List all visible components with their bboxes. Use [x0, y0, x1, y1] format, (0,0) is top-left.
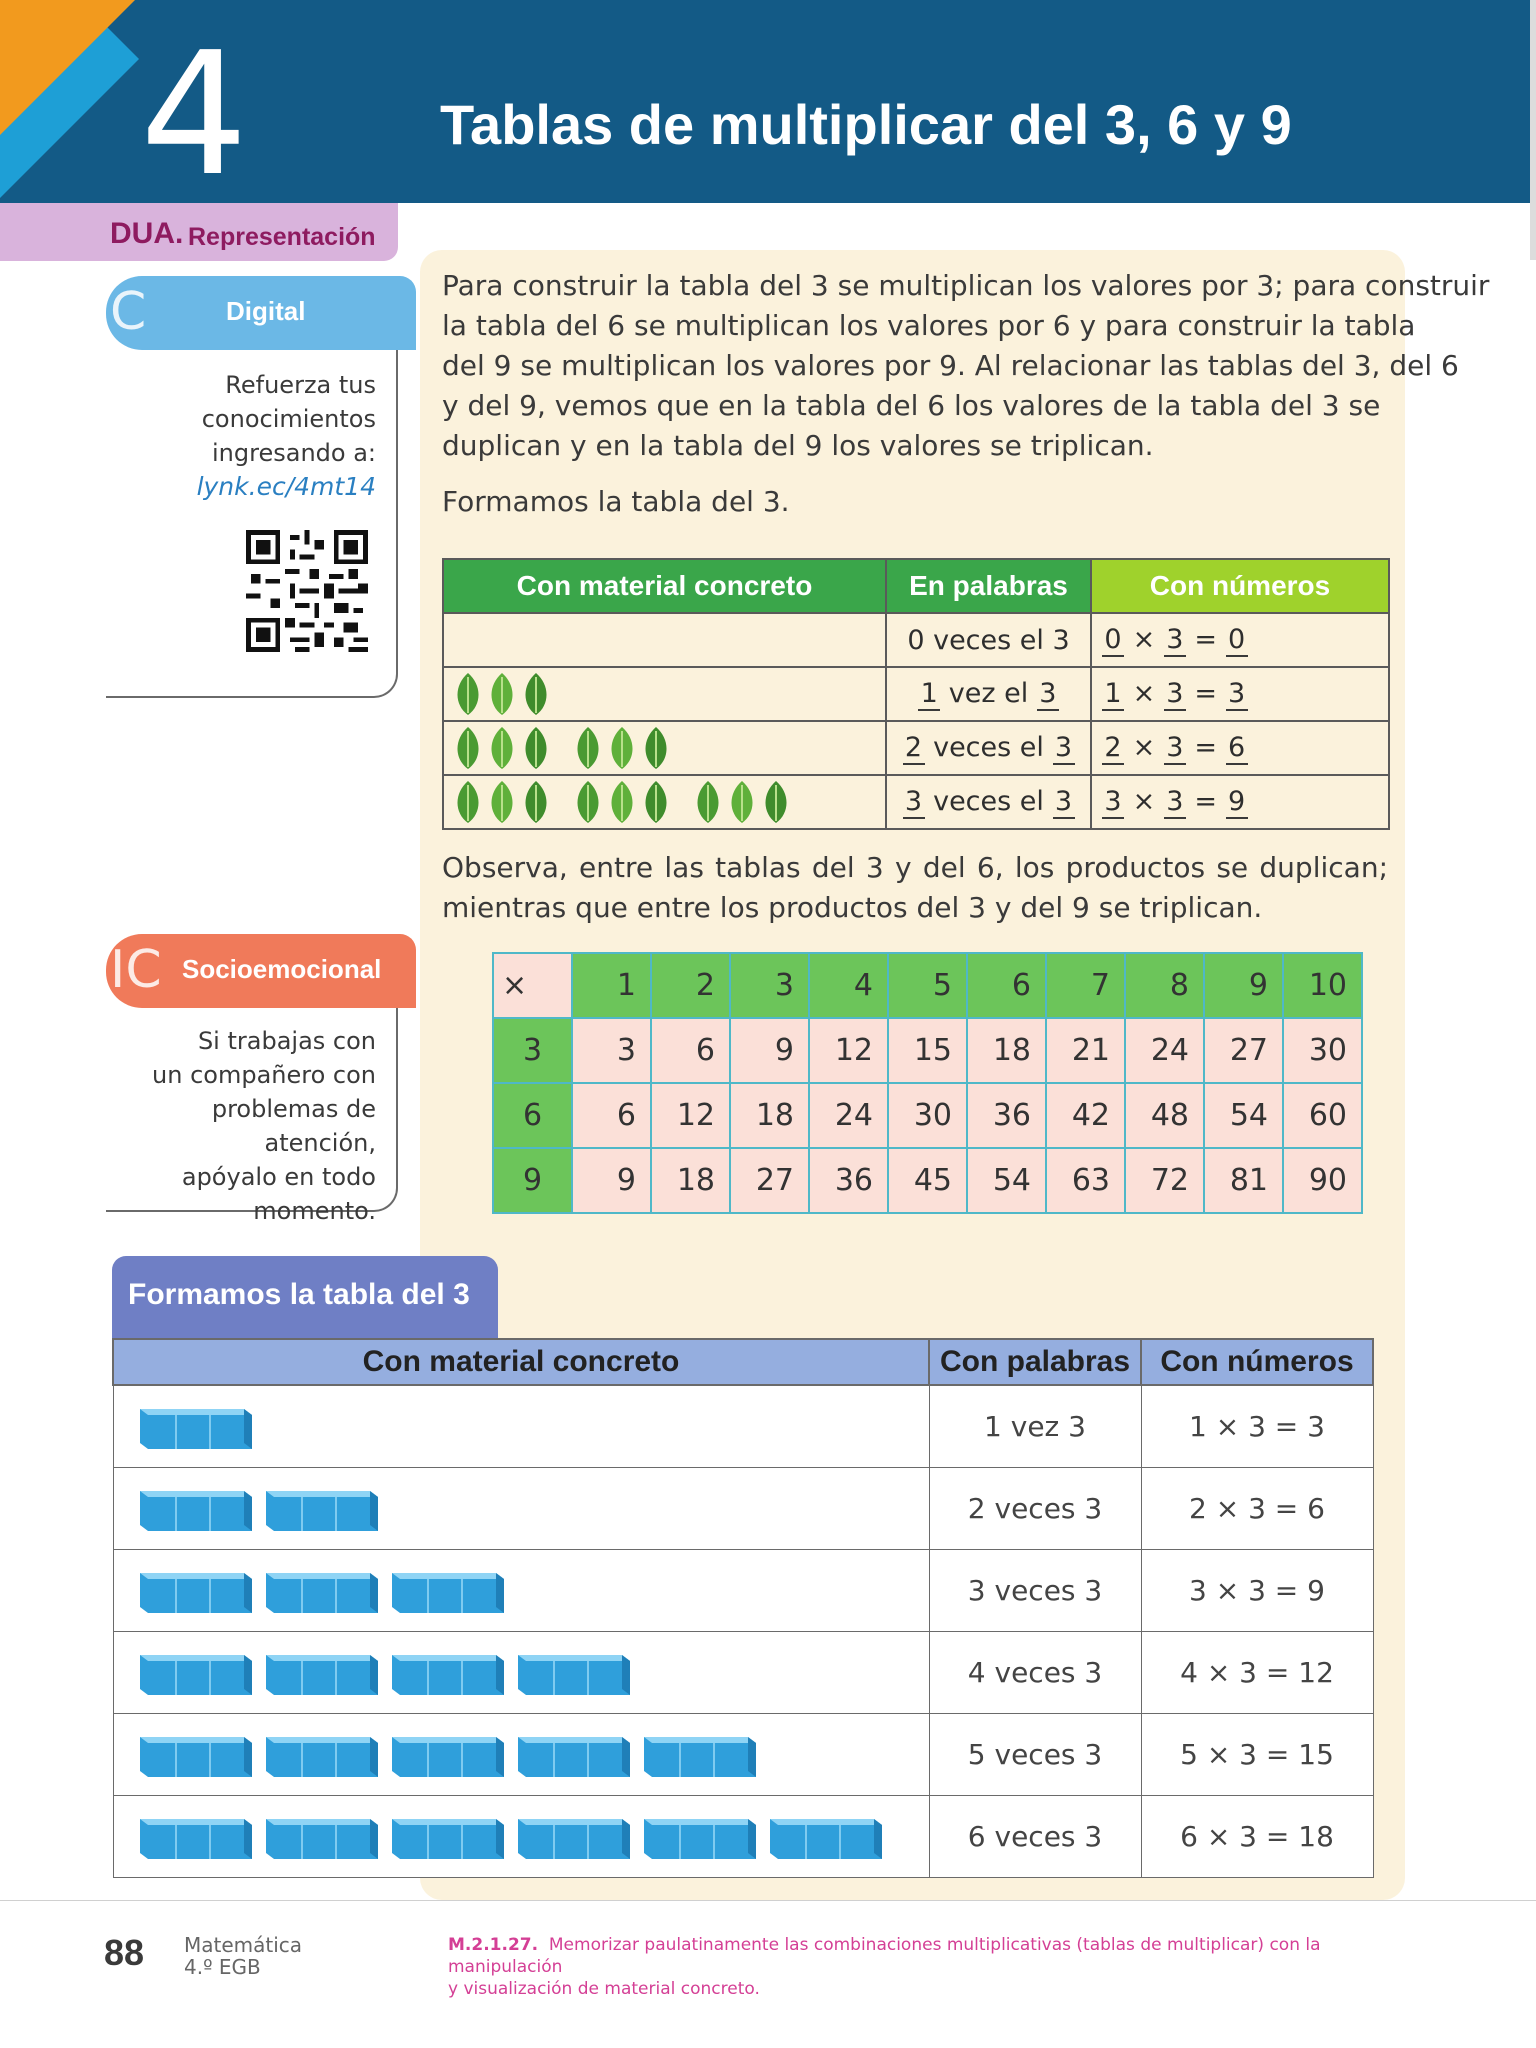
chapter-title: Tablas de multiplicar del 3, 6 y 9: [440, 93, 1292, 156]
grid-cell: 72: [1125, 1148, 1204, 1213]
count: 2: [903, 733, 925, 765]
dua-type: Representación: [188, 223, 376, 251]
grid-row-header: 9: [493, 1148, 572, 1213]
words-cell: 6 veces 3: [929, 1795, 1141, 1877]
page-number: 88: [104, 1932, 145, 1973]
observa-line: mientras que entre los productos del 3 y del 9 se triplican.: [442, 891, 1263, 924]
material-cell: [113, 1467, 929, 1549]
leaf-icon: [450, 723, 554, 773]
grid-cell: 24: [1125, 1018, 1204, 1083]
material-cell: [443, 613, 886, 667]
subject-label: [184, 1934, 302, 1978]
material-cell: [443, 775, 886, 829]
count: 0: [907, 624, 925, 656]
intro-line: del 9 se multiplican los valores por 9. Al relacionar las tablas del 3, del 6: [442, 349, 1459, 382]
header-numbers: Con números: [1091, 559, 1389, 613]
grid-header-row: [493, 953, 1362, 1018]
grid-cell: 81: [1204, 1148, 1283, 1213]
numbers-cell: 6 × 3 = 18: [1141, 1795, 1373, 1877]
grid-cell: 45: [888, 1148, 967, 1213]
product: 0: [1226, 625, 1248, 657]
table-row: [443, 775, 1389, 829]
factor: 0: [1102, 625, 1124, 657]
numbers-cell: [1091, 667, 1389, 721]
numbers-cell: [1091, 721, 1389, 775]
block-row: [140, 1649, 929, 1695]
base: 3: [1052, 624, 1070, 656]
base: 3: [1037, 679, 1059, 711]
digital-label: Digital: [226, 296, 306, 326]
word: vez el: [948, 677, 1029, 709]
block-icon: [644, 1731, 756, 1777]
material-cell: [113, 1713, 929, 1795]
header-words: Con palabras: [929, 1339, 1141, 1385]
header-material: Con material concreto: [113, 1339, 929, 1385]
block-icon: [266, 1813, 378, 1859]
observa-paragraph: [442, 848, 1388, 928]
digital-link[interactable]: lynk.ec/4mt14: [196, 472, 376, 501]
product: 6: [1226, 733, 1248, 765]
digital-icon: C: [110, 282, 147, 342]
grid-cell: 6: [651, 1018, 730, 1083]
block-icon: [392, 1731, 504, 1777]
word: veces el: [933, 785, 1044, 817]
grid-col-header: 3: [730, 953, 809, 1018]
block-icon: [266, 1567, 378, 1613]
standard-text: y visualización de material concreto.: [448, 1979, 760, 1999]
intro-line: duplican y en la tabla del 9 los valores se triplican.: [442, 429, 1154, 462]
block-row: [140, 1485, 929, 1531]
words-cell: [886, 667, 1091, 721]
block-row: [140, 1731, 929, 1777]
word: veces el: [933, 731, 1044, 763]
block-icon: [518, 1731, 630, 1777]
times-sign: ×: [1132, 731, 1156, 763]
block-icon: [518, 1649, 630, 1695]
leaf-group: [450, 723, 554, 773]
chapter-header: [0, 0, 1536, 203]
block-icon: [140, 1485, 252, 1531]
leaf-icon: [570, 777, 674, 827]
table-row: [113, 1549, 1373, 1631]
grid-row: [493, 1148, 1362, 1213]
factor: 3: [1102, 787, 1124, 819]
grid-cell: 12: [809, 1018, 888, 1083]
block-icon: [140, 1649, 252, 1695]
socio-line: momento.: [253, 1197, 376, 1225]
block-icon: [392, 1813, 504, 1859]
numbers-cell: 1 × 3 = 3: [1141, 1385, 1373, 1467]
grid-cell: 18: [730, 1083, 809, 1148]
material-cell: [443, 667, 886, 721]
table-3-blocks: [112, 1338, 1374, 1878]
leaf-group: [690, 777, 794, 827]
count: 1: [918, 679, 940, 711]
grid-col-header: 1: [572, 953, 651, 1018]
table-row: [113, 1467, 1373, 1549]
chapter-number: 4: [140, 16, 249, 203]
factor: 3: [1164, 733, 1186, 765]
block-icon: [266, 1649, 378, 1695]
socio-line: Si trabajas con: [197, 1027, 376, 1055]
grid-cell: 15: [888, 1018, 967, 1083]
grid-cell: 21: [1046, 1018, 1125, 1083]
numbers-cell: 5 × 3 = 15: [1141, 1713, 1373, 1795]
grid-cell: 9: [730, 1018, 809, 1083]
page-edge: [1530, 0, 1536, 260]
material-cell: [113, 1549, 929, 1631]
factor: 2: [1102, 733, 1124, 765]
material-cell: [113, 1795, 929, 1877]
subject-name: Matemática: [184, 1933, 303, 1957]
grid-cell: 54: [967, 1148, 1046, 1213]
block-row: [140, 1813, 929, 1859]
grid-cell: 90: [1283, 1148, 1362, 1213]
socio-line: problemas de atención,: [211, 1095, 376, 1157]
grid-col-header: 7: [1046, 953, 1125, 1018]
grid-cell: 30: [888, 1083, 967, 1148]
grid-cell: 18: [967, 1018, 1046, 1083]
grid-cell: 60: [1283, 1083, 1362, 1148]
block-icon: [140, 1731, 252, 1777]
material-cell: [113, 1385, 929, 1467]
numbers-cell: 3 × 3 = 9: [1141, 1549, 1373, 1631]
table-row: [443, 667, 1389, 721]
grid-cell: 3: [572, 1018, 651, 1083]
header-words: En palabras: [886, 559, 1091, 613]
digital-line: Refuerza tus: [225, 371, 376, 399]
words-cell: 3 veces 3: [929, 1549, 1141, 1631]
base: 3: [1053, 787, 1075, 819]
section-title: Formamos la tabla del 3: [128, 1278, 470, 1311]
leaf-icon: [450, 669, 554, 719]
grid-cell: 30: [1283, 1018, 1362, 1083]
table-row: [443, 721, 1389, 775]
section-tab: [112, 1256, 498, 1340]
block-icon: [140, 1813, 252, 1859]
grid-row-header: 3: [493, 1018, 572, 1083]
leaf-group: [570, 723, 674, 773]
words-cell: 1 vez 3: [929, 1385, 1141, 1467]
grid-cell: 48: [1125, 1083, 1204, 1148]
grid-cell: 63: [1046, 1148, 1125, 1213]
curriculum-standard: [448, 1934, 1408, 2000]
grid-cell: 6: [572, 1083, 651, 1148]
multiplication-grid: [492, 952, 1363, 1214]
observa-line: Observa, entre las tablas del 3 y del 6, los productos se duplican;: [442, 851, 1388, 884]
times-sign: ×: [1132, 623, 1156, 655]
intro-line: y del 9, vemos que en la tabla del 6 los valores de la tabla del 3 se: [442, 389, 1381, 422]
footer-divider: [0, 1900, 1536, 1901]
equals-sign: =: [1194, 731, 1218, 763]
table-3-concrete: [442, 558, 1390, 830]
grid-cell: 27: [1204, 1018, 1283, 1083]
grid-cell: 36: [809, 1148, 888, 1213]
product: 3: [1226, 679, 1248, 711]
leaf-row: [444, 722, 885, 774]
digital-line: ingresando a:: [212, 439, 376, 467]
grid-col-header: 8: [1125, 953, 1204, 1018]
leaf-group: [450, 669, 554, 719]
words-cell: 2 veces 3: [929, 1467, 1141, 1549]
equals-sign: =: [1194, 623, 1218, 655]
formamos-text: Formamos la tabla del 3.: [442, 485, 790, 518]
grade-label: 4.º EGB: [184, 1955, 261, 1979]
socio-text: [106, 1024, 376, 1228]
block-icon: [140, 1567, 252, 1613]
grid-row-header: 6: [493, 1083, 572, 1148]
grid-row: [493, 1083, 1362, 1148]
header-material: Con material concreto: [443, 559, 886, 613]
digital-line: conocimientos: [201, 405, 376, 433]
words-cell: 5 veces 3: [929, 1713, 1141, 1795]
leaf-icon: [570, 723, 674, 773]
word: veces el: [933, 624, 1044, 656]
count: 3: [903, 787, 925, 819]
factor: 3: [1164, 679, 1186, 711]
leaf-icon: [450, 777, 554, 827]
grid-col-header: 2: [651, 953, 730, 1018]
table-row: [113, 1631, 1373, 1713]
block-icon: [518, 1813, 630, 1859]
leaf-row: [444, 776, 885, 828]
grid-cell: 9: [572, 1148, 651, 1213]
grid-cell: 18: [651, 1148, 730, 1213]
leaf-group: [570, 777, 674, 827]
block-icon: [392, 1649, 504, 1695]
factor: 3: [1164, 625, 1186, 657]
block-icon: [266, 1731, 378, 1777]
header-numbers: Con números: [1141, 1339, 1373, 1385]
leaf-icon: [690, 777, 794, 827]
numbers-cell: [1091, 613, 1389, 667]
block-icon: [644, 1813, 756, 1859]
block-icon: [770, 1813, 882, 1859]
words-cell: [886, 613, 1091, 667]
table-row: [113, 1795, 1373, 1877]
block-row: [140, 1403, 929, 1449]
qr-code[interactable]: [246, 530, 368, 652]
standard-text: Memorizar paulatinamente las combinaciones multiplicativas (tablas de multiplicar) con la manipulación: [448, 1935, 1321, 1977]
numbers-cell: [1091, 775, 1389, 829]
words-cell: [886, 775, 1091, 829]
leaf-group: [450, 777, 554, 827]
grid-col-header: 6: [967, 953, 1046, 1018]
dua-label: DUA.: [110, 217, 184, 250]
grid-cell: 27: [730, 1148, 809, 1213]
factor: 3: [1164, 787, 1186, 819]
socio-tab: [106, 934, 416, 1008]
grid-row: [493, 1018, 1362, 1083]
numbers-cell: 2 × 3 = 6: [1141, 1467, 1373, 1549]
base: 3: [1053, 733, 1075, 765]
grid-cell: 36: [967, 1083, 1046, 1148]
grid-cell: 12: [651, 1083, 730, 1148]
socio-line: apóyalo en todo: [181, 1163, 376, 1191]
intro-line: la tabla del 6 se multiplican los valores por 6 y para construir la tabla: [442, 309, 1416, 342]
times-sign: ×: [1132, 785, 1156, 817]
block-icon: [140, 1403, 252, 1449]
block-icon: [392, 1567, 504, 1613]
table-row: [113, 1713, 1373, 1795]
digital-text: [202, 368, 376, 470]
dua-banner: [0, 203, 398, 261]
factor: 1: [1102, 679, 1124, 711]
socio-card: [106, 934, 398, 1225]
equals-sign: =: [1194, 677, 1218, 709]
table-row: [443, 613, 1389, 667]
socio-icon: IC: [110, 940, 162, 1000]
grid-col-header: 5: [888, 953, 967, 1018]
intro-paragraph: [442, 266, 1489, 466]
numbers-cell: 4 × 3 = 12: [1141, 1631, 1373, 1713]
socio-label: Socioemocional: [182, 954, 382, 984]
words-cell: 4 veces 3: [929, 1631, 1141, 1713]
digital-tab: [106, 276, 416, 350]
block-icon: [266, 1485, 378, 1531]
material-cell: [443, 721, 886, 775]
product: 9: [1226, 787, 1248, 819]
grid-col-header: 4: [809, 953, 888, 1018]
digital-card: [106, 276, 398, 698]
grid-cell: 54: [1204, 1083, 1283, 1148]
grid-cell: 24: [809, 1083, 888, 1148]
block-row: [140, 1567, 929, 1613]
leaf-row: [444, 668, 885, 720]
grid-cell: 42: [1046, 1083, 1125, 1148]
intro-line: Para construir la tabla del 3 se multiplican los valores por 3; para construir: [442, 269, 1490, 302]
header-corner: [0, 0, 135, 135]
equals-sign: =: [1194, 785, 1218, 817]
times-sign: ×: [1132, 677, 1156, 709]
corner-cell: ×: [493, 953, 572, 1018]
material-cell: [113, 1631, 929, 1713]
words-cell: [886, 721, 1091, 775]
grid-col-header: 10: [1283, 953, 1362, 1018]
table-row: [113, 1385, 1373, 1467]
standard-code: M.2.1.27.: [448, 1935, 539, 1955]
socio-line: un compañero con: [152, 1061, 376, 1089]
grid-col-header: 9: [1204, 953, 1283, 1018]
